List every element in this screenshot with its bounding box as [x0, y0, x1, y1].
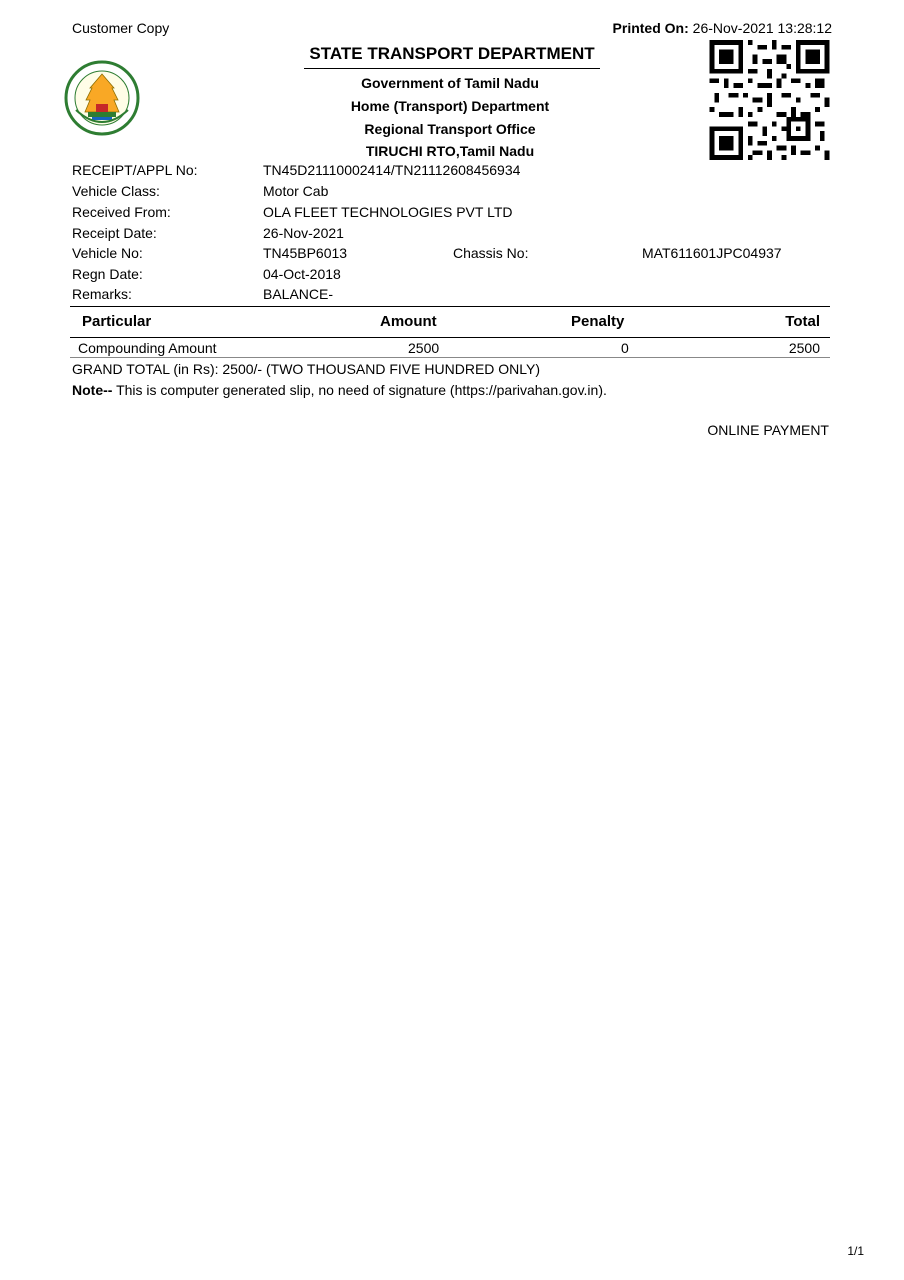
row-particular: Compounding Amount	[78, 340, 217, 356]
tamil-nadu-emblem-icon	[62, 60, 142, 138]
table-top-divider	[70, 306, 830, 307]
row-penalty: 0	[621, 340, 629, 356]
note	[72, 382, 607, 398]
note-label: Note--	[72, 382, 113, 398]
row-total: 2500	[788, 340, 820, 356]
table-header-divider	[70, 337, 830, 338]
receipt-date-value: 26-Nov-2021	[263, 225, 344, 241]
copy-label: Customer Copy	[72, 20, 170, 36]
table-header-total: Total	[785, 313, 820, 330]
regn-date-value: 04-Oct-2018	[263, 266, 341, 282]
page-number: 1/1	[847, 1244, 864, 1258]
printed-on	[613, 20, 832, 36]
table-header-particular: Particular	[82, 313, 152, 330]
department-title: STATE TRANSPORT DEPARTMENT	[304, 44, 600, 69]
printed-on-value: 26-Nov-2021 13:28:12	[692, 20, 832, 36]
row-amount: 2500	[408, 340, 440, 356]
table-bottom-divider	[70, 357, 830, 358]
receipt-appl-label: RECEIPT/APPL No:	[72, 162, 198, 178]
remarks-label: Remarks:	[72, 286, 132, 302]
regn-date-label: Regn Date:	[72, 266, 143, 282]
qr-code-icon	[709, 40, 830, 160]
note-text: This is computer generated slip, no need of signature (https://parivahan.gov.in).	[112, 382, 607, 398]
department-line-government: Government of Tamil Nadu	[361, 75, 539, 91]
remarks-value: BALANCE-	[263, 286, 334, 302]
vehicle-no-label: Vehicle No:	[72, 245, 143, 261]
payment-mode: ONLINE PAYMENT	[707, 422, 829, 438]
received-from-value: OLA FLEET TECHNOLOGIES PVT LTD	[263, 204, 513, 220]
grand-total: GRAND TOTAL (in Rs): 2500/- (TWO THOUSAND FIVE HUNDRED ONLY)	[72, 361, 541, 377]
vehicle-class-label: Vehicle Class:	[72, 183, 160, 199]
table-header-amount: Amount	[380, 313, 437, 330]
vehicle-class-value: Motor Cab	[263, 183, 329, 199]
department-line-rto: Regional Transport Office	[364, 121, 536, 137]
department-line-office: TIRUCHI RTO,Tamil Nadu	[365, 143, 535, 159]
printed-on-label: Printed On:	[612, 20, 689, 36]
receipt-appl-value: TN45D21110002414/TN21112608456934	[263, 162, 521, 178]
table-header-penalty: Penalty	[571, 313, 625, 330]
chassis-no-value: MAT611601JPC04937	[642, 245, 782, 261]
department-line-home: Home (Transport) Department	[350, 98, 550, 114]
receipt-date-label: Receipt Date:	[72, 225, 157, 241]
received-from-label: Received From:	[72, 204, 171, 220]
vehicle-no-value: TN45BP6013	[263, 245, 348, 261]
chassis-no-label: Chassis No:	[453, 245, 529, 261]
